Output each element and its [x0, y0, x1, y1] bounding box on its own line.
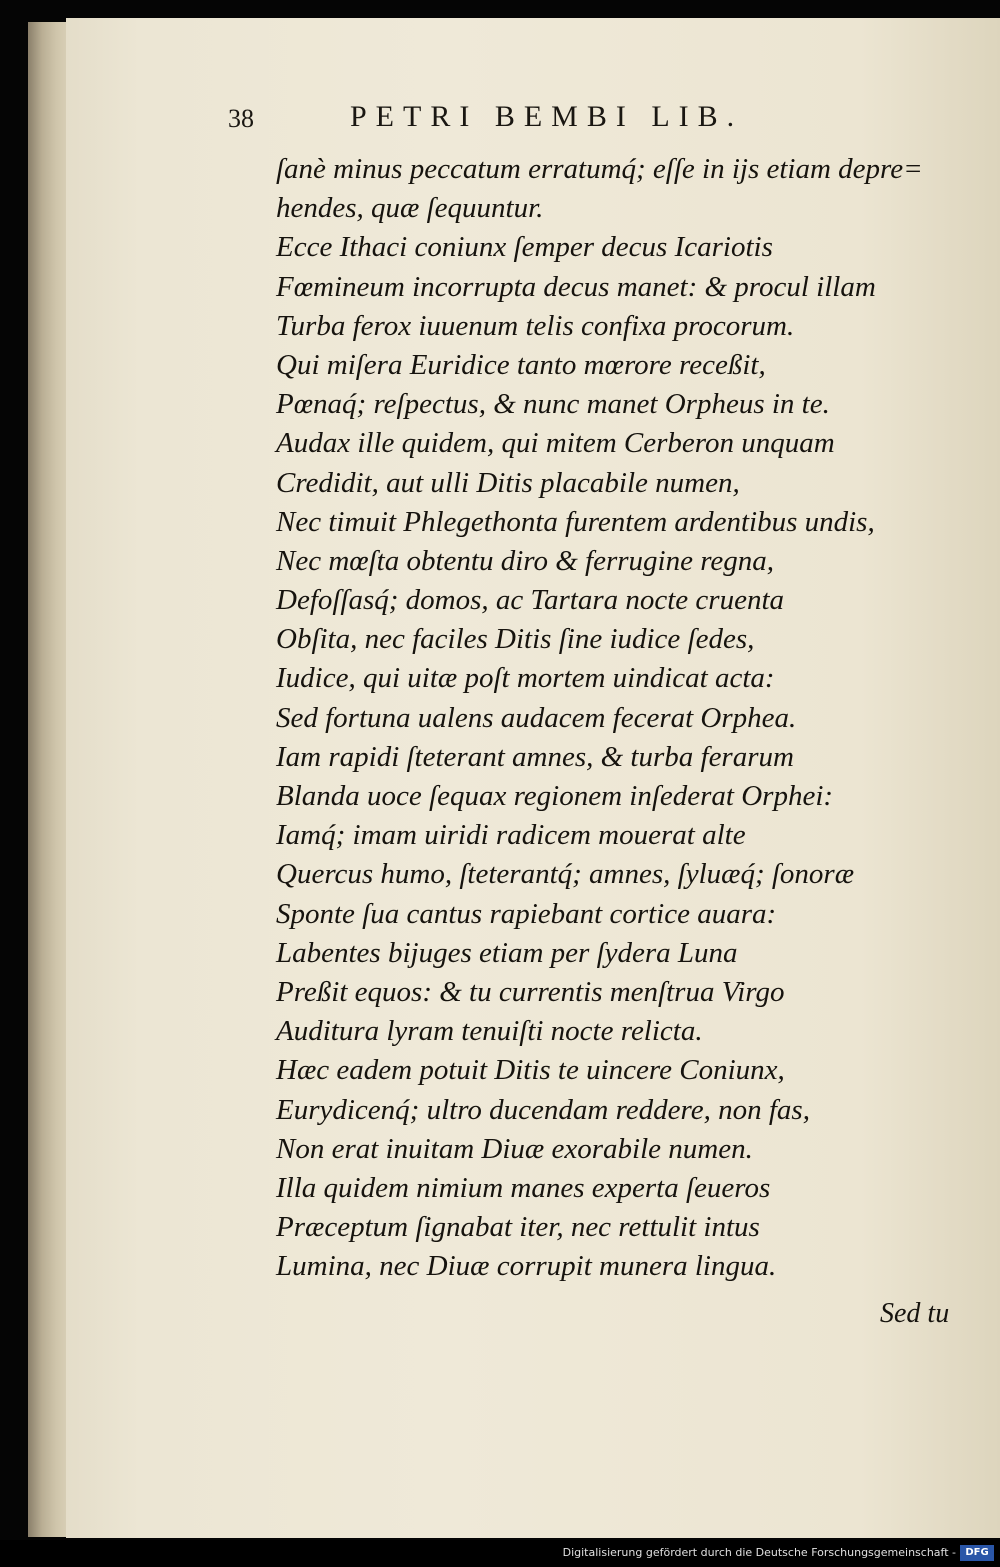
text-line: Fœmineum incorrupta decus manet: & procul illam — [276, 270, 876, 303]
text-line: Iamq́; imam uiridi radicem mouerat alte — [276, 819, 746, 852]
funding-credit: Digitalisierung gefördert durch die Deutsche Forschungsgemeinschaft - — [562, 1546, 956, 1559]
text-line: hendes, quæ ſequuntur. — [276, 192, 544, 225]
text-line: Quercus humo, ſteterantq́; amnes, ſyluæq́; ſonoræ — [276, 858, 855, 891]
text-line: Ecce Ithaci coniunx ſemper decus Icariotis — [276, 231, 773, 264]
running-head: PETRI BEMBI LIB. — [350, 100, 744, 133]
page-header — [228, 100, 878, 140]
text-line: Pœnaq́; reſpectus, & nunc manet Orpheus in te. — [276, 388, 830, 421]
text-line: Nec timuit Phlegethonta furentem ardentibus undis, — [276, 505, 875, 538]
dfg-logo: DFG — [960, 1545, 994, 1561]
text-line: Defoſſasq́; domos, ac Tartara nocte cruenta — [276, 584, 785, 617]
left-page-edge — [28, 22, 68, 1537]
text-line: Iudice, qui uitæ poſt mortem uindicat acta: — [276, 662, 775, 695]
text-line: Blanda uoce ſequax regionem inſederat Orphei: — [276, 780, 834, 812]
text-line: Turba ferox iuuenum telis confixa procorum. — [276, 309, 795, 342]
text-line: Illa quidem nimium manes experta ſeueros — [276, 1171, 771, 1204]
text-line: Hæc eadem potuit Ditis te uincere Coniunx, — [276, 1054, 785, 1087]
text-line: Iam rapidi ſteterant amnes, & turba ferarum — [276, 740, 794, 773]
text-line: Labentes bijuges etiam per ſydera Luna — [276, 936, 738, 969]
text-line: Auditura lyram tenuiſti nocte relicta. — [276, 1015, 703, 1048]
text-line: Sponte ſua cantus rapiebant cortice auara: — [276, 897, 777, 930]
text-line: Præceptum ſignabat iter, nec rettulit intus — [276, 1211, 760, 1244]
text-line: Qui miſera Euridice tanto mœrore receßit, — [276, 348, 766, 381]
text-line: Obſita, nec faciles Ditis ſine iudice ſedes, — [276, 623, 755, 656]
text-line: Eurydicenq́; ultro ducendam reddere, non fas, — [276, 1093, 810, 1126]
text-line: Nec mœſta obtentu diro & ferrugine regna, — [276, 544, 775, 577]
text-line: Sed fortuna ualens audacem fecerat Orphea. — [276, 701, 797, 734]
text-line: Credidit, aut ulli Ditis placabile numen, — [276, 466, 740, 499]
catchword: Sed tu — [880, 1298, 950, 1329]
page-number: 38 — [228, 104, 254, 133]
text-line: ſanè minus peccatum erratumq́; eſſe in ijs etiam depre= — [276, 153, 923, 185]
text-line: Preßit equos: & tu currentis menſtrua Virgo — [276, 975, 785, 1008]
text-block — [276, 150, 966, 1286]
text-line: Non erat inuitam Diuæ exorabile numen. — [276, 1132, 753, 1165]
text-line: Audax ille quidem, qui mitem Cerberon unquam — [276, 427, 835, 460]
text-line: Lumina, nec Diuæ corrupit munera lingua. — [276, 1250, 777, 1283]
